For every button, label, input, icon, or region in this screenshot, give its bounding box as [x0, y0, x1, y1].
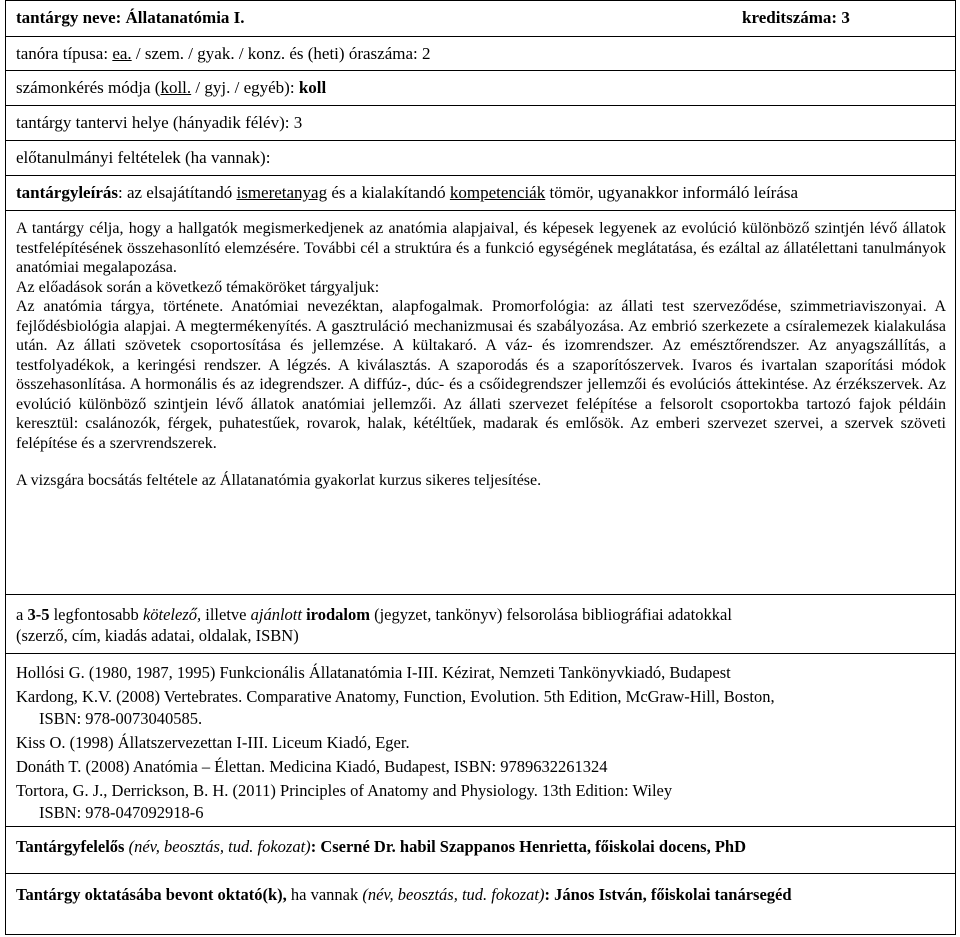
description-header — [16, 183, 798, 203]
literature-header — [16, 604, 946, 646]
literature-header-row — [6, 595, 955, 654]
description-header-p2: és a kialakítandó — [331, 183, 446, 202]
lit-kotelezo: kötelező, — [142, 605, 202, 624]
description-body — [16, 219, 946, 491]
lit-ajanlott: ajánlott — [250, 605, 302, 624]
lit-num: 3-5 — [27, 605, 50, 624]
lit-t3: (jegyzet, tankönyv) felsorolása bibliográfiai adatokkal — [374, 605, 732, 624]
course-sheet — [5, 0, 956, 935]
lit-t1: legfontosabb — [53, 605, 139, 624]
instructors-mid: ha vannak — [290, 885, 359, 904]
instructors-text — [16, 884, 946, 905]
credits-label: kreditszáma: — [742, 8, 838, 27]
instructors-name: János István, főiskolai tanársegéd — [554, 885, 792, 904]
description-para-2: Az előadások során a következő témaköröket tárgyaljuk: — [16, 278, 380, 296]
description-header-ismeret: ismeretanyag — [236, 183, 328, 202]
description-header-p3: tömör, ugyanakkor informáló leírása — [549, 183, 799, 202]
responsible-text — [16, 837, 746, 857]
lit-line2: (szerző, cím, kiadás adatai, oldalak, ISBN) — [16, 626, 299, 645]
reference-item: Tortora, G. J., Derrickson, B. H. (2011) Principles of Anatomy and Physiology. 13th Edition: Wiley — [16, 781, 673, 800]
description-row — [6, 211, 955, 595]
reference-list — [16, 663, 775, 825]
lit-irodalom: irodalom — [306, 605, 370, 624]
reference-item: ISBN: 978-047092918-6 — [39, 803, 204, 822]
instructors-label: Tantárgy oktatásába bevont oktató(k), — [16, 885, 287, 904]
responsible-label: Tantárgyfelelős — [16, 837, 125, 856]
subject-row — [6, 1, 955, 37]
subject-title — [16, 8, 245, 28]
position-value: 3 — [293, 113, 303, 132]
description-header-bold: tantárgyleírás — [16, 183, 118, 202]
exam-rest: / gyj. / egyéb): — [195, 78, 295, 97]
description-para-3: Az anatómia tárgya, története. Anatómiai nevezéktan, alapfogalmak. Promorfológia: az állati test szerveződése, szimmetriaviszonyai. A fejlődésbiológia alapjai. A megtermékenyítés. A gasztruláció mechanizmusai és szabályozása. Az embrió szerkezete a csíralemezek kialakulása után. Az állati szövetek csoportosítása és jellemzése. A kültakaró. A váz- és izomrendszer. Az emésztőrendszer. Az anyagszállítás, a testfolyadékok, a keringési rendszer. A légzés. A kiválasztás. A szaporodás és a szaporítószervek. Ivaros és ivartalan szaporítási módok összehasonlítása. A hormonális és az idegrendszer. A diffúz-, dúc- és a csőidegrendszer jellemzői és evolúciós áttekintése. Az érzékszervek. Az evolúció különböző szintjein lévő állatok anatómiai jellemzői. Az állati szervezet felépítése a felsorolt csoportokba tartozó fajok példáin keresztül: csalánozók, férgek, puhatestűek, rovarok, halak, kétéltűek, madarak és emlősök. Az emberi szervezet szervei, a szervek szöveti felépítése és a szervrendszerek. — [16, 298, 946, 452]
position-row — [6, 106, 955, 141]
prereq-text: előtanulmányi feltételek (ha vannak): — [16, 148, 271, 167]
description-header-p1: : az elsajátítandó — [117, 183, 233, 202]
instructors-note: (név, beosztás, tud. fokozat) — [362, 885, 545, 904]
credits-value: 3 — [841, 8, 850, 27]
class-type-text — [16, 44, 430, 64]
description-header-row — [6, 176, 955, 211]
exam-row — [6, 71, 955, 106]
position-text — [16, 113, 302, 133]
position-label: tantárgy tantervi helye (hányadik félév): — [16, 113, 290, 132]
responsible-note: (név, beosztás, tud. fokozat) — [128, 837, 311, 856]
description-para-4: A vizsgára bocsátás feltétele az Állatanatómia gyakorlat kurzus sikeres teljesítése. — [16, 472, 542, 489]
instructors-colon: : — [544, 885, 550, 904]
exam-value: koll — [298, 78, 327, 97]
reference-item: Kardong, K.V. (2008) Vertebrates. Comparative Anatomy, Function, Evolution. 5th Edition, McGraw-Hill, Boston, — [16, 687, 775, 706]
responsible-colon: : — [310, 837, 317, 856]
class-type-rest: / szem. / gyak. / konz. és (heti) óraszáma: — [135, 44, 418, 63]
credits — [742, 8, 850, 28]
exam-text — [16, 78, 326, 98]
reference-item: Hollósi G. (1980, 1987, 1995) Funkcionális Állatanatómia I-III. Kézirat, Nemzeti Tankönyvkiadó, Budapest — [16, 663, 731, 682]
description-header-komp: kompetenciák — [449, 183, 546, 202]
lit-t2: illetve — [205, 605, 247, 624]
prereq-row — [6, 141, 955, 176]
exam-prefix: számonkérés módja ( — [16, 78, 161, 97]
reference-item: ISBN: 978-0073040585. — [39, 709, 203, 728]
subject-name: Állatanatómia I. — [125, 8, 245, 27]
class-type-ea: ea. — [112, 44, 132, 63]
instructors-row — [6, 874, 955, 935]
references-row — [6, 654, 955, 827]
responsible-name: Cserné Dr. habil Szappanos Henrietta, főiskolai docens, PhD — [320, 837, 746, 856]
exam-koll: koll. — [160, 78, 192, 97]
responsible-row — [6, 827, 955, 874]
class-hours: 2 — [421, 44, 431, 63]
class-type-prefix: tanóra típusa: — [16, 44, 109, 63]
reference-item: Donáth T. (2008) Anatómia – Élettan. Medicina Kiadó, Budapest, ISBN: 9789632261324 — [16, 757, 608, 776]
description-para-1: A tantárgy célja, hogy a hallgatók megismerkedjenek az anatómia alapjaival, és képesek legyenek az evolúció különböző szintjén lévő állatok testfelépítésének összehasonlító elemzésére. További cél a struktúra és a funkció egységének meglátatása, és ezáltal az állatélettani tanulmányok anatómiai megalapozása. — [16, 220, 946, 276]
class-type-row — [6, 37, 955, 71]
reference-item: Kiss O. (1998) Állatszervezettan I-III. Liceum Kiadó, Eger. — [16, 733, 410, 752]
subject-label: tantárgy neve: — [16, 8, 122, 27]
lit-a: a — [16, 605, 24, 624]
